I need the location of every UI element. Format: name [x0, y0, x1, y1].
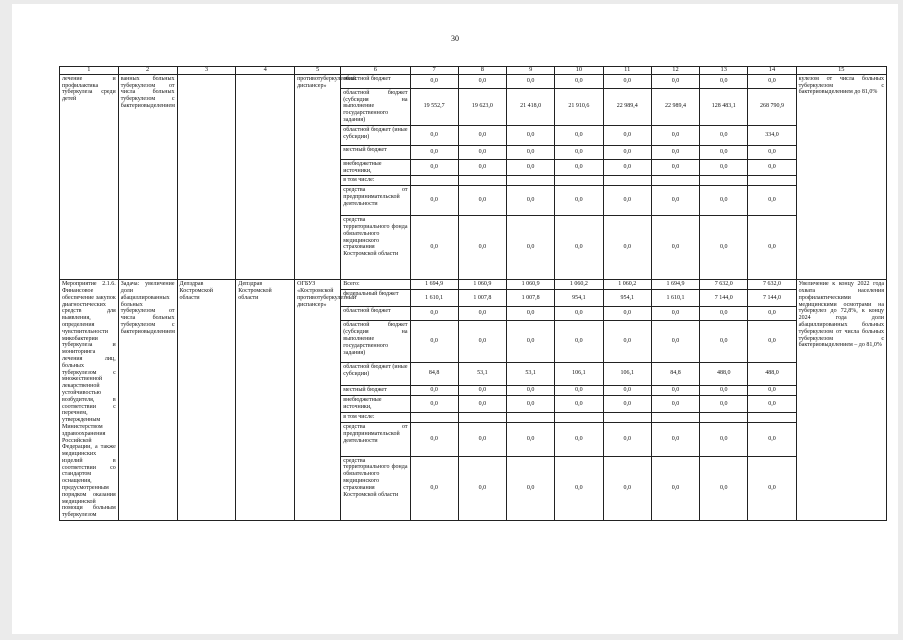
table-cell-col3: Депздрав Костромской области [177, 280, 236, 521]
amount-cell: 334,0 [748, 125, 796, 145]
amount-cell: 0,0 [458, 321, 506, 362]
amount-cell: 53,1 [507, 362, 555, 385]
amount-cell: 0,0 [603, 396, 651, 413]
funding-source-cell: Всего: [341, 280, 410, 290]
amount-cell: 0,0 [700, 216, 748, 280]
amount-cell: 0,0 [507, 423, 555, 456]
amount-cell: 0,0 [458, 306, 506, 321]
amount-cell: 0,0 [555, 125, 603, 145]
funding-source-cell: средства от предпринимательской деятельности [341, 186, 410, 216]
amount-cell: 0,0 [651, 159, 699, 176]
amount-cell: 7 144,0 [700, 290, 748, 307]
amount-cell: 0,0 [651, 74, 699, 88]
amount-cell: 0,0 [603, 456, 651, 520]
amount-cell: 0,0 [700, 385, 748, 395]
amount-cell: 0,0 [700, 321, 748, 362]
table-cell-col5: ОГБУЗ «Костромской противотуберкулезный диспансер» [295, 280, 341, 521]
amount-cell: 0,0 [555, 385, 603, 395]
amount-cell: 1 007,8 [507, 290, 555, 307]
table-cell-col3 [177, 74, 236, 279]
funding-source-cell: областной бюджет [341, 74, 410, 88]
amount-cell: 84,8 [410, 362, 458, 385]
table-cell-col2: Задача: увеличение доли абациллированных больных туберкулезом от числа больных туберкулезом с бактериовыделением [118, 280, 177, 521]
amount-cell: 0,0 [555, 321, 603, 362]
amount-cell: 0,0 [458, 125, 506, 145]
amount-cell: 0,0 [748, 423, 796, 456]
funding-source-cell: областной бюджет [341, 306, 410, 321]
amount-cell: 0,0 [748, 306, 796, 321]
amount-cell: 0,0 [507, 396, 555, 413]
amount-cell: 0,0 [603, 125, 651, 145]
funding-source-cell: областной бюджет (иные субсидии) [341, 125, 410, 145]
amount-cell: 954,1 [603, 290, 651, 307]
amount-cell: 0,0 [748, 321, 796, 362]
amount-cell: 488,0 [748, 362, 796, 385]
funding-source-cell: федеральный бюджет [341, 290, 410, 307]
amount-cell: 0,0 [410, 423, 458, 456]
amount-cell: 7 632,0 [700, 280, 748, 290]
amount-cell [507, 176, 555, 186]
amount-cell [700, 413, 748, 423]
column-number-header: 3 [177, 67, 236, 75]
amount-cell: 954,1 [555, 290, 603, 307]
budget-table [59, 66, 887, 521]
amount-cell: 1 694,9 [651, 280, 699, 290]
amount-cell: 0,0 [555, 186, 603, 216]
funding-source-cell: средства от предпринимательской деятельности [341, 423, 410, 456]
amount-cell: 0,0 [507, 159, 555, 176]
column-number-header: 12 [651, 67, 699, 75]
amount-cell: 0,0 [555, 74, 603, 88]
amount-cell: 0,0 [555, 423, 603, 456]
amount-cell: 7 144,0 [748, 290, 796, 307]
amount-cell: 19 623,0 [458, 88, 506, 125]
amount-cell: 0,0 [651, 186, 699, 216]
amount-cell: 268 790,9 [748, 88, 796, 125]
amount-cell: 0,0 [748, 159, 796, 176]
amount-cell: 0,0 [458, 186, 506, 216]
amount-cell [410, 176, 458, 186]
amount-cell: 0,0 [603, 423, 651, 456]
amount-cell: 84,8 [651, 362, 699, 385]
amount-cell: 1 060,2 [603, 280, 651, 290]
column-number-header: 6 [341, 67, 410, 75]
amount-cell [458, 176, 506, 186]
amount-cell: 0,0 [700, 159, 748, 176]
amount-cell: 0,0 [410, 456, 458, 520]
amount-cell: 0,0 [603, 216, 651, 280]
amount-cell [555, 413, 603, 423]
amount-cell: 0,0 [651, 396, 699, 413]
expected-result-cell: кулезом от числа больных туберкулезом с бактериовыделением до 81,0% [796, 74, 886, 279]
amount-cell: 0,0 [700, 456, 748, 520]
amount-cell: 0,0 [603, 159, 651, 176]
amount-cell: 0,0 [603, 186, 651, 216]
amount-cell: 0,0 [748, 74, 796, 88]
amount-cell: 0,0 [410, 125, 458, 145]
amount-cell: 0,0 [748, 216, 796, 280]
amount-cell [748, 176, 796, 186]
amount-cell: 0,0 [507, 306, 555, 321]
table-cell-col1: лечение и профилактика туберкулеза среди детей [60, 74, 119, 279]
amount-cell: 0,0 [603, 74, 651, 88]
amount-cell: 0,0 [458, 385, 506, 395]
table-cell-col1: Мероприятие 2.1.6. Финансовое обеспечение закупок диагностических средств для выявления, определения чувствительности микобактерии туберкулеза и мониторинга лечения лиц, больных туберкулезом с множественной лекарственной устойчивостью возбудителя, в соответствии с перечнем, утвержденным Министерством здравоохранения Российской Федерации, а также медицинских изделий в соответствии со стандартом оснащения, предусмотренным порядком оказания медицинской помощи больным туберкулезом [60, 280, 119, 521]
amount-cell: 21 418,0 [507, 88, 555, 125]
expected-result-cell: Увеличение к концу 2022 года охвата населения профилактическими медицинскими осмотрами на туберкулез до 72,8%, к концу 2024 года доли абациллированных больных туберкулезом от числа больных туберкулезом с бактериовыделением – до 81,0% [796, 280, 886, 521]
table-cell-col5: противотуберкулезный диспансер» [295, 74, 341, 279]
funding-source-cell: местный бюджет [341, 385, 410, 395]
amount-cell: 0,0 [555, 396, 603, 413]
amount-cell: 0,0 [651, 321, 699, 362]
column-number-header: 8 [458, 67, 506, 75]
amount-cell: 0,0 [651, 456, 699, 520]
amount-cell: 0,0 [555, 456, 603, 520]
amount-cell: 0,0 [410, 159, 458, 176]
amount-cell: 106,1 [555, 362, 603, 385]
amount-cell: 0,0 [700, 306, 748, 321]
amount-cell: 0,0 [700, 125, 748, 145]
amount-cell: 0,0 [507, 145, 555, 159]
funding-source-cell: средства территориального фонда обязательного медицинского страхования Костромской области [341, 216, 410, 280]
column-number-header: 14 [748, 67, 796, 75]
amount-cell: 0,0 [651, 145, 699, 159]
amount-cell: 1 694,9 [410, 280, 458, 290]
amount-cell: 1 060,9 [458, 280, 506, 290]
amount-cell: 0,0 [603, 321, 651, 362]
amount-cell: 0,0 [507, 216, 555, 280]
amount-cell: 22 989,4 [651, 88, 699, 125]
amount-cell: 0,0 [507, 321, 555, 362]
amount-cell [603, 176, 651, 186]
page-number: 30 [451, 34, 459, 43]
amount-cell: 0,0 [700, 396, 748, 413]
funding-source-cell: внебюджетные источники, [341, 159, 410, 176]
amount-cell: 0,0 [458, 159, 506, 176]
amount-cell: 0,0 [410, 216, 458, 280]
amount-cell: 0,0 [507, 74, 555, 88]
column-number-header: 11 [603, 67, 651, 75]
amount-cell: 0,0 [410, 385, 458, 395]
funding-source-cell: местный бюджет [341, 145, 410, 159]
amount-cell: 0,0 [603, 385, 651, 395]
amount-cell: 0,0 [700, 145, 748, 159]
amount-cell: 0,0 [458, 423, 506, 456]
amount-cell [458, 413, 506, 423]
amount-cell: 106,1 [603, 362, 651, 385]
column-number-header: 2 [118, 67, 177, 75]
amount-cell: 0,0 [410, 74, 458, 88]
amount-cell: 1 060,2 [555, 280, 603, 290]
amount-cell: 0,0 [410, 306, 458, 321]
amount-cell: 0,0 [651, 306, 699, 321]
table-row [60, 74, 887, 88]
column-number-header: 7 [410, 67, 458, 75]
amount-cell: 0,0 [748, 186, 796, 216]
amount-cell: 0,0 [507, 385, 555, 395]
amount-cell: 0,0 [458, 456, 506, 520]
amount-cell: 0,0 [700, 74, 748, 88]
column-number-header: 4 [236, 67, 295, 75]
column-number-header: 1 [60, 67, 119, 75]
amount-cell: 0,0 [507, 125, 555, 145]
amount-cell: 0,0 [458, 396, 506, 413]
table-cell-col4: Депздрав Костромской области [236, 280, 295, 521]
table-cell-col4 [236, 74, 295, 279]
column-number-header: 9 [507, 67, 555, 75]
amount-cell: 1 610,1 [651, 290, 699, 307]
amount-cell: 0,0 [507, 456, 555, 520]
amount-cell: 0,0 [700, 423, 748, 456]
amount-cell: 0,0 [507, 186, 555, 216]
column-number-header: 13 [700, 67, 748, 75]
amount-cell: 21 910,6 [555, 88, 603, 125]
amount-cell: 0,0 [748, 385, 796, 395]
amount-cell: 19 552,7 [410, 88, 458, 125]
document-page [12, 4, 898, 634]
funding-source-cell: областной бюджет (субсидия на выполнение государственного задания) [341, 88, 410, 125]
amount-cell: 0,0 [410, 321, 458, 362]
amount-cell: 1 610,1 [410, 290, 458, 307]
amount-cell [748, 413, 796, 423]
table-row [60, 280, 887, 290]
amount-cell: 0,0 [458, 145, 506, 159]
amount-cell: 0,0 [651, 125, 699, 145]
column-number-header: 10 [555, 67, 603, 75]
header-row [60, 67, 887, 75]
amount-cell [507, 413, 555, 423]
amount-cell: 0,0 [651, 216, 699, 280]
amount-cell: 128 483,1 [700, 88, 748, 125]
amount-cell: 0,0 [748, 456, 796, 520]
table-cell-col2: ванных больных туберкулезом от числа больных туберкулезом с бактериовыделением [118, 74, 177, 279]
amount-cell: 0,0 [603, 306, 651, 321]
column-number-header: 5 [295, 67, 341, 75]
funding-source-cell: областной бюджет (субсидия на выполнение государственного задания) [341, 321, 410, 362]
funding-source-cell: в том числе: [341, 176, 410, 186]
amount-cell: 1 007,8 [458, 290, 506, 307]
amount-cell [651, 413, 699, 423]
amount-cell: 0,0 [603, 145, 651, 159]
amount-cell: 0,0 [555, 216, 603, 280]
funding-source-cell: внебюджетные источники, [341, 396, 410, 413]
amount-cell [555, 176, 603, 186]
amount-cell [651, 176, 699, 186]
amount-cell [603, 413, 651, 423]
column-number-header: 15 [796, 67, 886, 75]
amount-cell: 0,0 [700, 186, 748, 216]
amount-cell: 0,0 [555, 145, 603, 159]
funding-source-cell: средства территориального фонда обязательного медицинского страхования Костромской области [341, 456, 410, 520]
amount-cell: 22 989,4 [603, 88, 651, 125]
amount-cell: 0,0 [651, 423, 699, 456]
amount-cell: 0,0 [458, 216, 506, 280]
amount-cell: 0,0 [748, 396, 796, 413]
amount-cell: 0,0 [410, 396, 458, 413]
amount-cell [410, 413, 458, 423]
funding-source-cell: областной бюджет (иные субсидии) [341, 362, 410, 385]
funding-source-cell: в том числе: [341, 413, 410, 423]
amount-cell: 0,0 [651, 385, 699, 395]
amount-cell: 1 060,9 [507, 280, 555, 290]
amount-cell: 7 632,0 [748, 280, 796, 290]
amount-cell [700, 176, 748, 186]
amount-cell: 0,0 [458, 74, 506, 88]
amount-cell: 53,1 [458, 362, 506, 385]
amount-cell: 0,0 [748, 145, 796, 159]
amount-cell: 0,0 [410, 145, 458, 159]
amount-cell: 0,0 [555, 159, 603, 176]
amount-cell: 0,0 [555, 306, 603, 321]
amount-cell: 0,0 [410, 186, 458, 216]
amount-cell: 488,0 [700, 362, 748, 385]
